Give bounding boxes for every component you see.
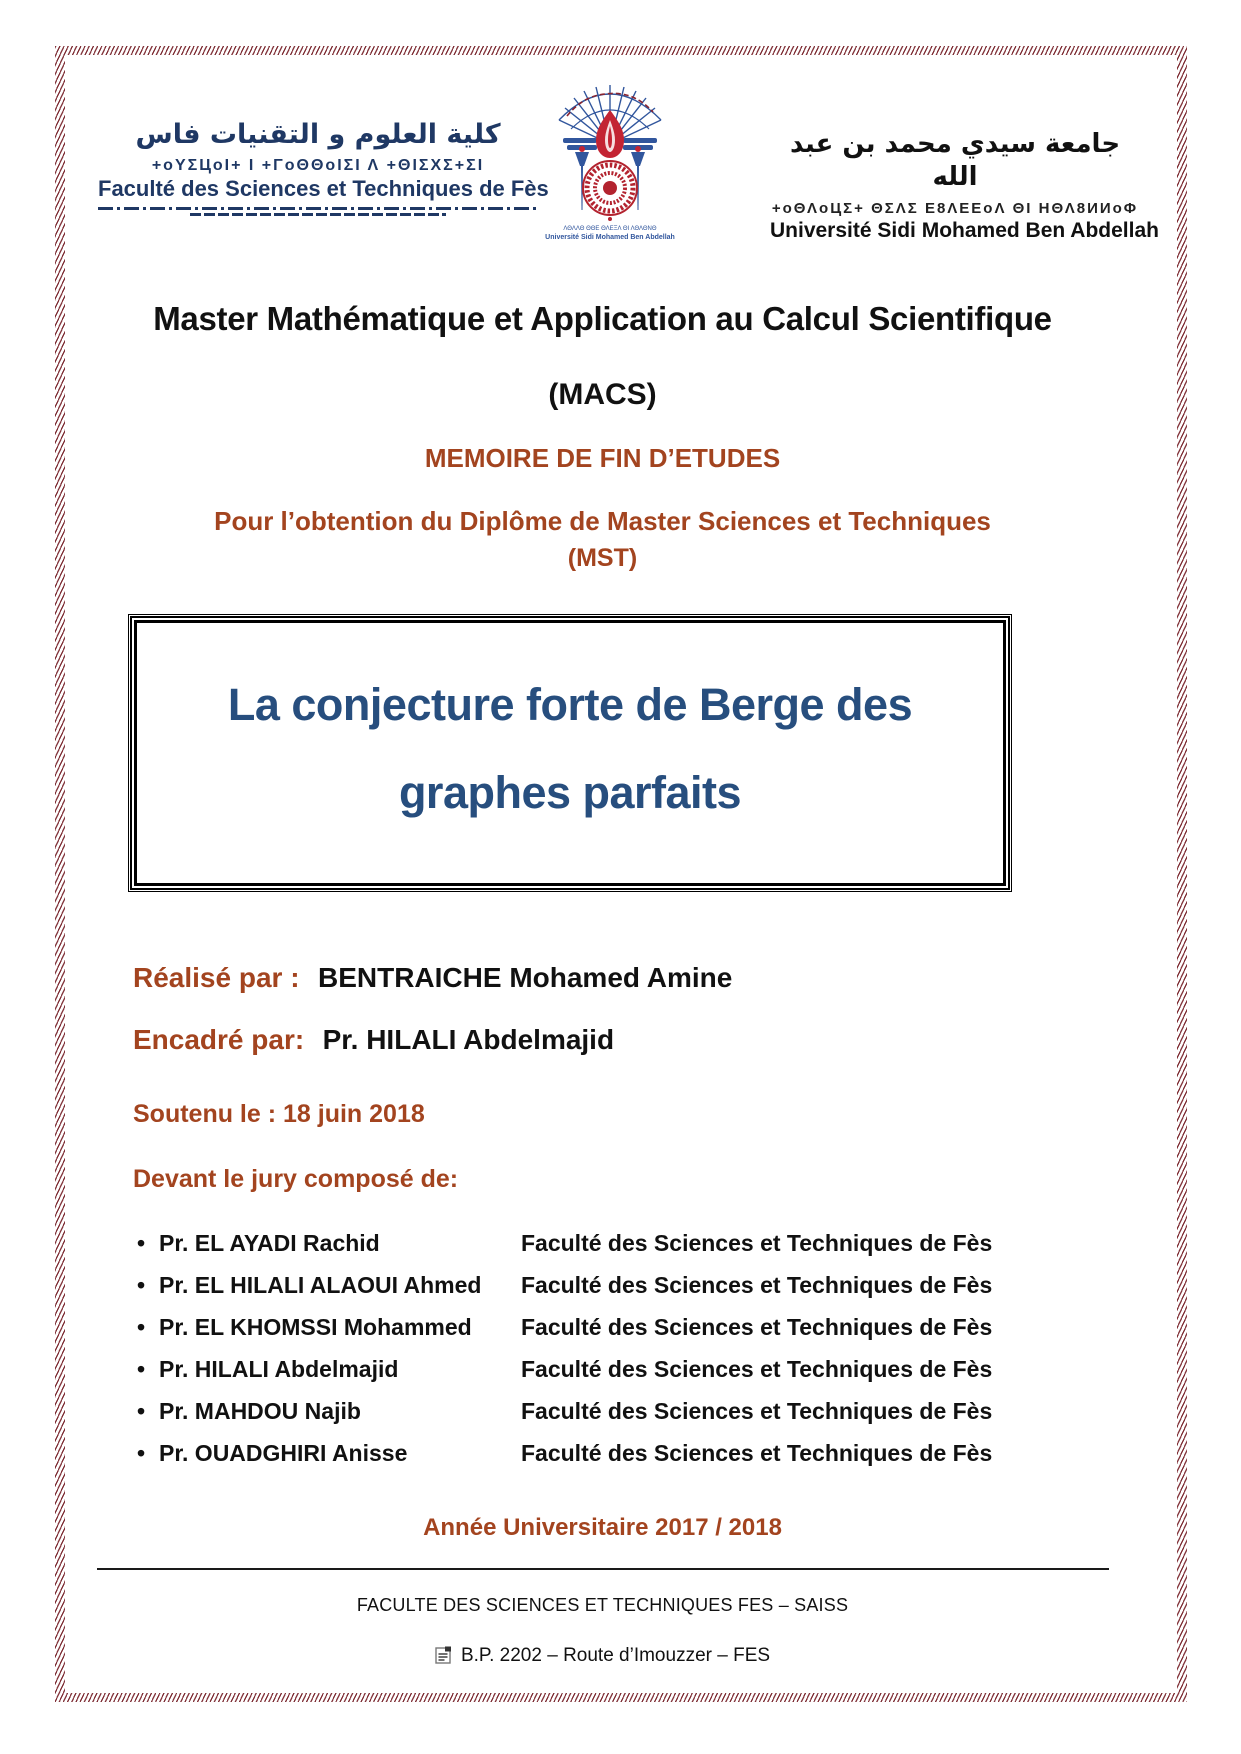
thesis-title-box-inner-border: [134, 620, 1006, 886]
university-name-french: Université Sidi Mohamed Ben Abdellah: [770, 219, 1159, 242]
logo-rosette: [583, 161, 637, 221]
diploma-acronym: (MST): [567, 544, 638, 572]
jury-member-name: Pr. OUADGHIRI Anisse: [159, 1440, 408, 1466]
author-line: [133, 962, 1135, 994]
program-title: Master Mathématique et Application au Calcul Scientifique: [153, 300, 1052, 337]
letterhead: [70, 100, 1159, 250]
jury-member-affiliation: Faculté des Sciences et Techniques de Fès: [521, 1356, 993, 1382]
jury-member-affiliation: Faculté des Sciences et Techniques de Fès: [521, 1398, 993, 1424]
thesis-title: [147, 661, 993, 837]
footer-address-line: [70, 1645, 1135, 1670]
jury-heading: Devant le jury composé de:: [133, 1165, 459, 1193]
bullet-icon: •: [137, 1356, 146, 1382]
thesis-title-box: [128, 614, 1012, 892]
supervisor-label: Encadré par:: [133, 1024, 305, 1055]
logo-flame: [596, 110, 624, 158]
jury-member-affiliation: Faculté des Sciences et Techniques de Fès: [521, 1272, 993, 1298]
author-label: Réalisé par :: [133, 962, 300, 993]
jury-member-affiliation: Faculté des Sciences et Techniques de Fès: [521, 1230, 993, 1256]
author-name: BENTRAICHE Mohamed Amine: [317, 962, 733, 993]
jury-row: [137, 1230, 1135, 1272]
jury-row: [137, 1356, 1135, 1398]
jury-member-name: Pr. MAHDOU Najib: [159, 1398, 361, 1424]
bullet-icon: •: [137, 1440, 146, 1466]
supervisor-line: [133, 1024, 1135, 1056]
jury-row: [137, 1314, 1135, 1356]
jury-member-name: Pr. EL HILALI ALAOUI Ahmed: [159, 1272, 482, 1298]
bullet-icon: •: [137, 1398, 146, 1424]
footer-divider: [97, 1568, 1109, 1570]
cover-content: [70, 300, 1135, 1670]
defense-date-line: Soutenu le : 18 juin 2018: [133, 1100, 425, 1128]
logo-caption-text: Université Sidi Mohamed Ben Abdellah: [545, 234, 675, 241]
jury-member-affiliation: Faculté des Sciences et Techniques de Fès: [521, 1314, 993, 1340]
university-block: [770, 128, 1159, 243]
academic-year: Année Universitaire 2017 / 2018: [423, 1514, 782, 1541]
dash-dot-divider: [98, 207, 538, 210]
faculty-name-arabic: كلية العلوم و التقنيات فاس: [135, 119, 501, 150]
bullet-icon: •: [137, 1272, 146, 1298]
jury-member-name: Pr. EL KHOMSSI Mohammed: [159, 1314, 472, 1340]
logo-caption-tifinagh: ΛΘΛΛΘ ΘΘΕ ΘΛΕΞΛ ΘΙ ΛΘΛΘΝΘ: [563, 226, 657, 232]
thesis-title-box-mid-border: [130, 616, 1010, 890]
diploma-line: Pour l’obtention du Diplôme de Master Sciences et Techniques: [214, 506, 991, 536]
memoire-heading: MEMOIRE DE FIN D’ETUDES: [424, 443, 781, 473]
jury-list: [70, 1230, 1135, 1482]
university-logo: [545, 82, 675, 244]
bullet-icon: •: [137, 1230, 146, 1256]
university-name-arabic: جامعة سيدي محمد بن عبد الله: [789, 129, 1121, 192]
faculty-block: [98, 118, 549, 216]
bullet-icon: •: [137, 1314, 146, 1340]
logo-caption-lines: [545, 226, 675, 241]
faculty-name-tifinagh: +oΥΣЦoΙ+ Ι +ΓoΘΘoΙΣΙ Λ +ΘΙΣΧΣ+ΣΙ: [151, 157, 485, 174]
jury-member-affiliation: Faculté des Sciences et Techniques de Fès: [521, 1440, 993, 1466]
supervisor-name: Pr. HILALI Abdelmajid: [322, 1024, 615, 1055]
jury-row: [137, 1272, 1135, 1314]
university-name-tifinagh: +oΘΛoЦΣ+ ΘΣΛΣ Ε8ΛΕΕoΛ ΘΙ ΗΘΛ8ИИoΦ: [771, 200, 1139, 217]
mailbox-icon: [435, 1646, 453, 1670]
program-acronym: (MACS): [548, 378, 657, 411]
jury-member-name: Pr. EL AYADI Rachid: [159, 1230, 380, 1256]
footer-faculty: FACULTE DES SCIENCES ET TECHNIQUES FES – SAISS: [356, 1595, 849, 1615]
thesis-title-line2: graphes parfaits: [398, 767, 742, 818]
footer-address: B.P. 2202 – Route d’Imouzzer – FES: [460, 1645, 771, 1666]
thesis-title-line1: La conjecture forte de Berge des: [227, 679, 913, 730]
dash-dot-divider-short: [190, 213, 445, 216]
jury-row: [137, 1440, 1135, 1482]
jury-member-name: Pr. HILALI Abdelmajid: [159, 1356, 399, 1382]
faculty-name-french: Faculté des Sciences et Techniques de Fès: [98, 176, 549, 201]
jury-row: [137, 1398, 1135, 1440]
